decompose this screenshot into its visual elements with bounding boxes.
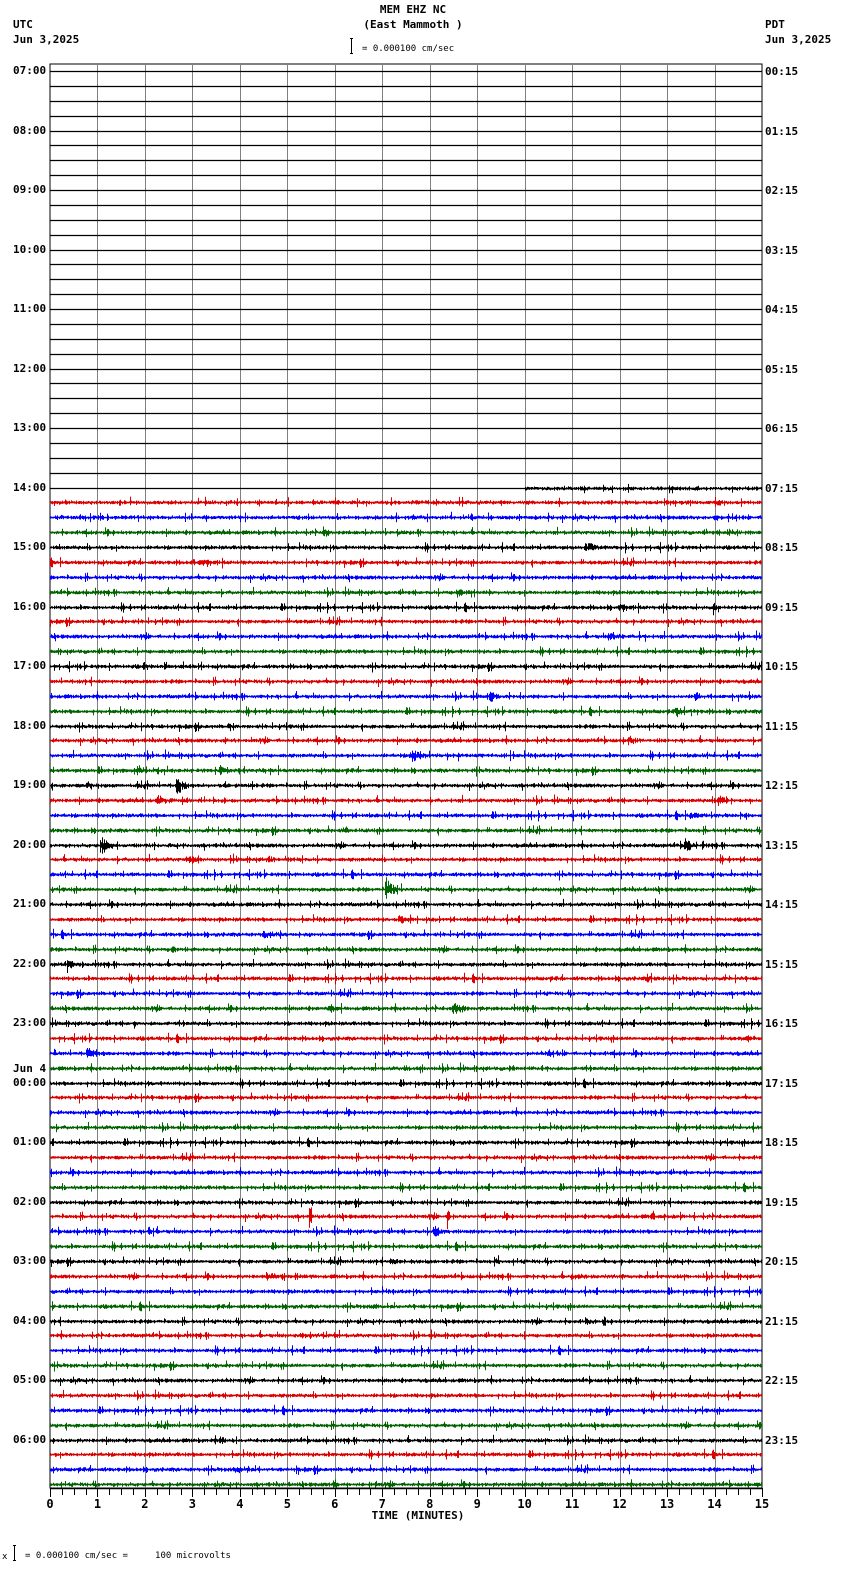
x-tick-label: 8 [426,1497,434,1511]
left-time-label: 20:00 [13,837,47,851]
left-time-label: 18:00 [13,718,47,732]
left-time-label: 12:00 [13,361,47,375]
left-time-label: 19:00 [13,778,47,791]
left-time-label: 13:00 [13,421,47,434]
left-time-label: 01:00 [13,1135,47,1148]
left-date: Jun 3,2025 [13,33,80,46]
footer-scale-note: = 0.000100 cm/sec = 100 microvolts [25,1551,231,1561]
x-tick-label: 13 [659,1497,675,1511]
right-time-label: 20:15 [765,1255,799,1268]
left-timezone: UTC [13,18,33,31]
left-time-label: 08:00 [13,123,47,137]
footer-marker: x [2,1552,8,1562]
left-time-label: 07:00 [13,64,47,77]
right-time-label: 15:15 [765,957,799,971]
x-tick-label: 11 [564,1497,580,1511]
x-axis-label: TIME (MINUTES) [371,1509,465,1522]
left-time-label: 09:00 [13,183,47,196]
right-time-label: 04:15 [765,303,799,316]
right-time-label: 13:15 [765,838,799,852]
left-date-label: Jun 4 [13,1061,47,1075]
left-time-label: 11:00 [13,302,47,315]
left-time-label: 23:00 [13,1016,47,1029]
left-time-label: 05:00 [13,1373,47,1386]
right-time-label: 11:15 [765,719,799,733]
x-tick-label: 12 [612,1497,627,1511]
x-tick-label: 0 [46,1497,54,1511]
right-time-label: 17:15 [765,1076,799,1090]
right-time-label: 19:15 [765,1195,799,1209]
right-time-label: 14:15 [765,898,799,911]
x-tick-label: 5 [283,1497,291,1511]
left-time-label: 16:00 [13,599,47,613]
x-tick-label: 3 [188,1497,196,1511]
right-time-label: 21:15 [765,1314,799,1328]
right-time-label: 23:15 [765,1433,799,1447]
right-time-label: 08:15 [765,541,799,554]
x-tick-label: 7 [378,1497,386,1511]
left-time-label: 00:00 [13,1075,47,1089]
right-time-label: 00:15 [765,65,799,78]
left-time-label: 17:00 [13,659,47,672]
left-time-label: 06:00 [13,1432,47,1446]
left-time-label: 14:00 [13,480,47,494]
x-tick-label: 10 [517,1497,532,1511]
station-title: MEM EHZ NC [379,3,447,16]
left-time-label: 21:00 [13,897,47,910]
station-location: (East Mammoth ) [363,18,463,31]
left-time-label: 15:00 [13,540,47,553]
right-time-label: 05:15 [765,362,799,376]
right-date: Jun 3,2025 [765,33,832,46]
right-time-label: 12:15 [765,779,799,792]
right-time-label: 03:15 [765,243,799,257]
right-time-label: 16:15 [765,1017,799,1030]
x-tick-label: 14 [707,1497,722,1511]
x-tick-label: 15 [754,1497,770,1511]
right-time-label: 10:15 [765,660,799,673]
right-time-label: 06:15 [765,422,799,435]
x-tick-label: 2 [141,1497,149,1511]
left-time-label: 04:00 [13,1313,47,1327]
right-time-label: 07:15 [765,481,799,495]
left-time-label: 02:00 [13,1194,47,1208]
left-time-label: 03:00 [13,1254,47,1267]
footer-scale-bar-icon [13,1545,17,1561]
right-time-label: 22:15 [765,1374,799,1387]
right-time-label: 02:15 [765,184,799,197]
x-tick-label: 6 [331,1497,339,1511]
x-tick-label: 1 [93,1497,102,1511]
x-tick-label: 9 [473,1497,481,1511]
x-tick-label: 4 [236,1497,244,1511]
scale-label: = 0.000100 cm/sec [362,44,455,54]
right-timezone: PDT [765,18,785,31]
right-time-label: 01:15 [765,124,799,138]
right-time-label: 18:15 [765,1136,799,1149]
left-time-label: 22:00 [13,956,47,970]
right-time-label: 09:15 [765,600,799,614]
left-time-label: 10:00 [13,242,47,256]
